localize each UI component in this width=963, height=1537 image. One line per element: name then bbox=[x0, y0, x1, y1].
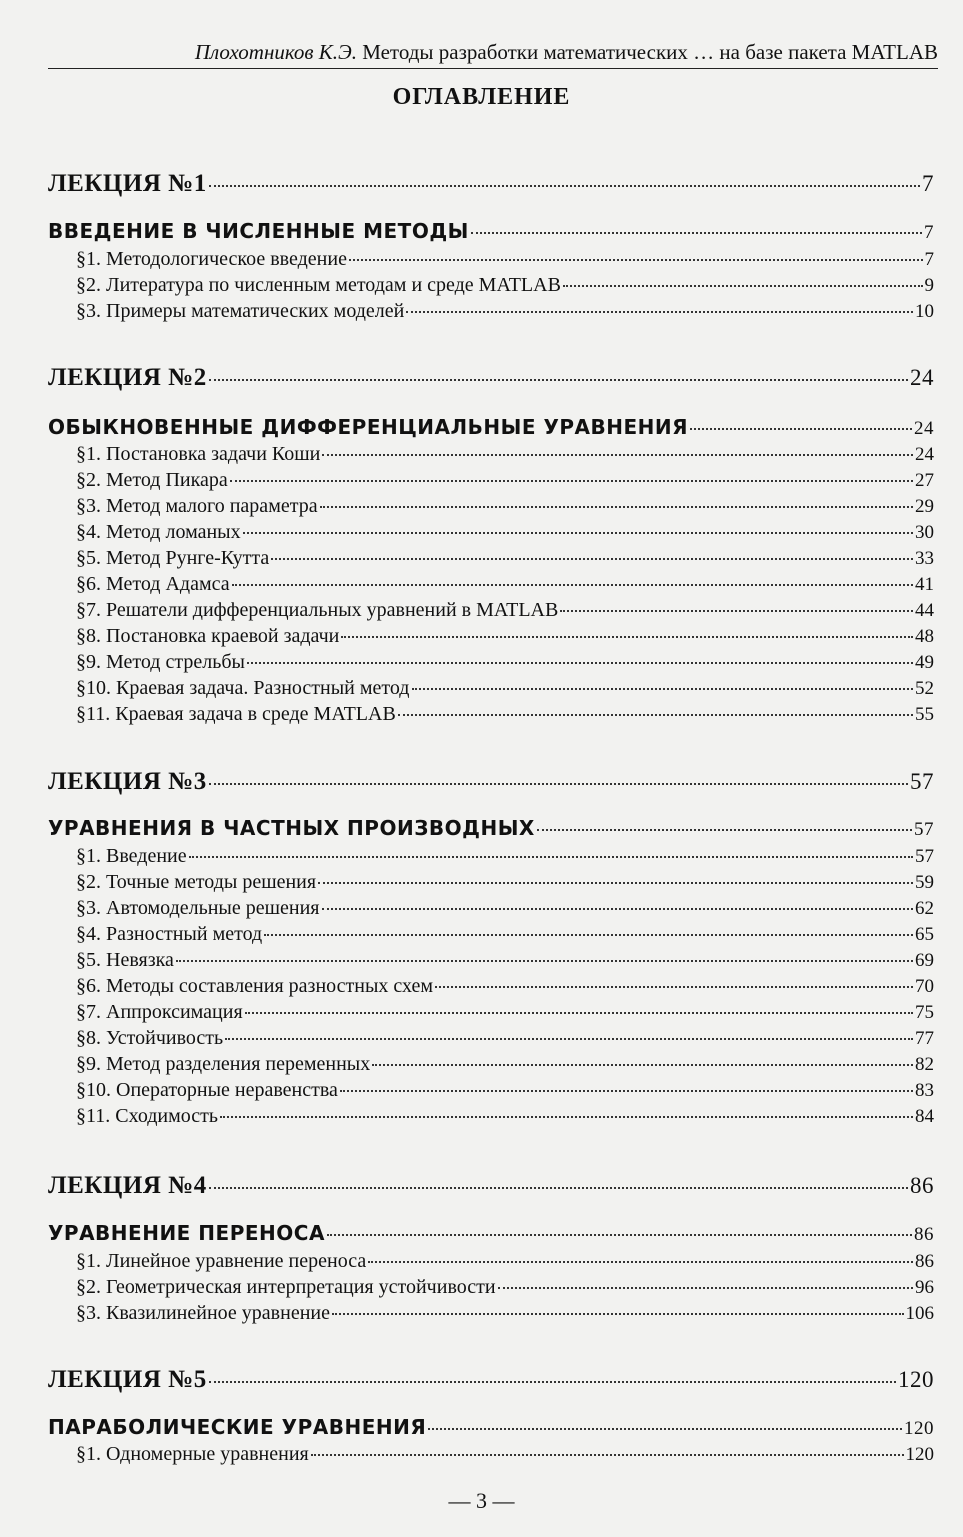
dot-leader bbox=[247, 642, 913, 664]
toc-entry-label: §7. Аппроксимация bbox=[76, 1001, 243, 1023]
dot-leader bbox=[209, 758, 908, 785]
header-author: Плохотников К.Э. bbox=[194, 40, 357, 64]
toc-entry-page: 49 bbox=[915, 652, 934, 673]
dot-leader bbox=[243, 512, 913, 534]
toc-entry-page: 24 bbox=[914, 418, 934, 439]
toc-entry-page: 24 bbox=[910, 365, 934, 390]
toc-entry-page: 41 bbox=[915, 574, 934, 595]
dot-leader bbox=[245, 992, 913, 1014]
toc-entry-label: §2. Литература по численным методам и среде MATLAB bbox=[76, 274, 561, 296]
toc-entry-page: 83 bbox=[915, 1080, 934, 1101]
running-header bbox=[48, 40, 938, 69]
toc-entry-page: 10 bbox=[915, 301, 934, 322]
toc-entry-page: 75 bbox=[915, 1002, 934, 1023]
toc-entry-label: §1. Постановка задачи Коши bbox=[76, 443, 321, 465]
toc-entry-page: 57 bbox=[910, 769, 934, 794]
dot-leader bbox=[225, 1018, 913, 1040]
toc-entry-label: ЛЕКЦИЯ №3 bbox=[48, 768, 207, 795]
toc-entry-label: ОБЫКНОВЕННЫЕ ДИФФЕРЕНЦИАЛЬНЫЕ УРАВНЕНИЯ bbox=[48, 415, 689, 439]
toc-entry-page: 57 bbox=[915, 846, 934, 867]
toc-entry-label: ЛЕКЦИЯ №1 bbox=[48, 170, 207, 197]
toc-entry-label: ПАРАБОЛИЧЕСКИЕ УРАВНЕНИЯ bbox=[48, 1415, 427, 1439]
toc-entry-page: 29 bbox=[915, 496, 934, 517]
toc-entry-page: 69 bbox=[915, 950, 934, 971]
toc-entry-label: §3. Метод малого параметра bbox=[76, 495, 318, 517]
toc-entry-label: ЛЕКЦИЯ №4 bbox=[48, 1172, 207, 1199]
toc-entry-label: §3. Квазилинейное уравнение bbox=[76, 1302, 330, 1324]
toc-section-row bbox=[48, 698, 934, 726]
toc-section-row bbox=[48, 1100, 934, 1128]
dot-leader bbox=[318, 862, 913, 884]
toc-entry-page: 7 bbox=[924, 222, 934, 243]
dot-leader bbox=[341, 616, 913, 638]
page-title: ОГЛАВЛЕНИЕ bbox=[392, 84, 571, 110]
toc-entry-label: §10. Операторные неравенства bbox=[76, 1079, 338, 1101]
dot-leader bbox=[327, 1214, 912, 1236]
toc-entry-label: §2. Точные методы решения bbox=[76, 871, 317, 893]
toc-section-row bbox=[48, 1438, 934, 1466]
toc-entry-label: §11. Краевая задача в среде MATLAB bbox=[76, 703, 396, 725]
dot-leader bbox=[320, 486, 913, 508]
dot-leader bbox=[209, 354, 908, 381]
dot-leader bbox=[332, 1293, 904, 1315]
dot-leader bbox=[271, 538, 913, 560]
toc-entry-label: §1. Методологическое введение bbox=[76, 248, 347, 270]
toc-lecture-row bbox=[48, 1166, 934, 1200]
toc-entry-page: 84 bbox=[915, 1106, 934, 1127]
toc-entry-label: §8. Устойчивость bbox=[76, 1027, 224, 1049]
toc-entry-page: 86 bbox=[915, 1251, 934, 1272]
toc-entry-page: 82 bbox=[915, 1054, 934, 1075]
toc-section-row bbox=[48, 1297, 934, 1325]
dot-leader bbox=[232, 564, 913, 586]
toc-entry-label: §6. Метод Адамса bbox=[76, 573, 230, 595]
toc-entry-page: 7 bbox=[924, 249, 934, 270]
toc-entry-label: §4. Разностный метод bbox=[76, 923, 263, 945]
dot-leader bbox=[322, 434, 913, 456]
dot-leader bbox=[498, 1267, 913, 1289]
toc-entry-label: §5. Невязка bbox=[76, 949, 174, 971]
toc-entry-label: §11. Сходимость bbox=[76, 1105, 219, 1127]
dot-leader bbox=[322, 888, 914, 910]
toc-entry-page: 44 bbox=[915, 600, 934, 621]
header-title: Методы разработки математических … на базе пакета MATLAB bbox=[362, 40, 938, 64]
toc-entry-label: §3. Автомодельные решения bbox=[76, 897, 320, 919]
dot-leader bbox=[435, 966, 913, 988]
dot-leader bbox=[412, 668, 914, 690]
dot-leader bbox=[560, 590, 913, 612]
dot-leader bbox=[372, 1044, 913, 1066]
dot-leader bbox=[340, 1070, 913, 1092]
dot-leader bbox=[690, 408, 912, 430]
toc-entry-label: §9. Метод разделения переменных bbox=[76, 1053, 371, 1075]
toc-entry-page: 27 bbox=[915, 470, 934, 491]
toc-entry-label: §1. Линейное уравнение переноса bbox=[76, 1250, 367, 1272]
toc-entry-page: 30 bbox=[915, 522, 934, 543]
toc-entry-page: 55 bbox=[915, 704, 934, 725]
toc-entry-page: 120 bbox=[898, 1367, 934, 1392]
dot-leader bbox=[349, 239, 923, 261]
toc-entry-label: §10. Краевая задача. Разностный метод bbox=[76, 677, 410, 699]
toc-entry-page: 86 bbox=[914, 1224, 934, 1245]
toc-entry-page: 33 bbox=[915, 548, 934, 569]
dot-leader bbox=[209, 160, 920, 187]
toc-entry-label: §3. Примеры математических моделей bbox=[76, 300, 405, 322]
toc-entry-label: §7. Решатели дифференциальных уравнений в MATLAB bbox=[76, 599, 559, 621]
toc-entry-label: ВВЕДЕНИЕ В ЧИСЛЕННЫЕ МЕТОДЫ bbox=[48, 219, 469, 243]
toc-entry-page: 9 bbox=[924, 275, 934, 296]
toc-entry-label: §1. Введение bbox=[76, 845, 187, 867]
toc-entry-label: §2. Геометрическая интерпретация устойчивости bbox=[76, 1276, 496, 1298]
toc-lecture-row bbox=[48, 1360, 934, 1394]
dot-leader bbox=[209, 1356, 896, 1383]
toc-entry-page: 65 bbox=[915, 924, 934, 945]
toc-entry-page: 24 bbox=[915, 444, 934, 465]
dot-leader bbox=[189, 836, 913, 858]
toc-entry-label: ЛЕКЦИЯ №2 bbox=[48, 364, 207, 391]
toc-entry-label: §8. Постановка краевой задачи bbox=[76, 625, 340, 647]
dot-leader bbox=[398, 694, 913, 716]
dot-leader bbox=[563, 265, 923, 287]
toc-lecture-row bbox=[48, 762, 934, 796]
toc-entry-page: 59 bbox=[915, 872, 934, 893]
toc-entry-page: 62 bbox=[915, 898, 934, 919]
toc-entry-label: §4. Метод ломаных bbox=[76, 521, 241, 543]
dot-leader bbox=[537, 809, 912, 831]
toc-entry-label: §2. Метод Пикара bbox=[76, 469, 228, 491]
toc-section-row bbox=[48, 295, 934, 323]
toc-entry-page: 77 bbox=[915, 1028, 934, 1049]
toc-entry-page: 7 bbox=[922, 171, 934, 196]
toc-entry-page: 120 bbox=[905, 1444, 934, 1465]
toc-entry-label: §9. Метод стрельбы bbox=[76, 651, 245, 673]
toc-entry-page: 48 bbox=[915, 626, 934, 647]
toc-entry-page: 52 bbox=[915, 678, 934, 699]
dot-leader bbox=[368, 1241, 913, 1263]
dot-leader bbox=[406, 291, 913, 313]
dot-leader bbox=[471, 212, 922, 234]
dot-leader bbox=[264, 914, 913, 936]
toc-entry-label: §1. Одномерные уравнения bbox=[76, 1443, 309, 1465]
toc-entry-label: §5. Метод Рунге-Кутта bbox=[76, 547, 270, 569]
dot-leader bbox=[230, 460, 913, 482]
toc-entry-label: §6. Методы составления разностных схем bbox=[76, 975, 434, 997]
toc-entry-page: 86 bbox=[910, 1173, 934, 1198]
dot-leader bbox=[220, 1096, 913, 1118]
toc-entry-page: 96 bbox=[915, 1277, 934, 1298]
toc-entry-page: 70 bbox=[915, 976, 934, 997]
toc-entry-page: 106 bbox=[905, 1303, 934, 1324]
toc-lecture-row bbox=[48, 358, 934, 392]
toc-entry-page: 57 bbox=[914, 819, 934, 840]
toc-entry-page: 120 bbox=[904, 1418, 934, 1439]
dot-leader bbox=[209, 1162, 908, 1189]
dot-leader bbox=[176, 940, 913, 962]
toc-lecture-row bbox=[48, 164, 934, 198]
dot-leader bbox=[311, 1434, 904, 1456]
toc-entry-label: УРАВНЕНИЯ В ЧАСТНЫХ ПРОИЗВОДНЫХ bbox=[48, 816, 535, 840]
toc-entry-label: ЛЕКЦИЯ №5 bbox=[48, 1366, 207, 1393]
toc-entry-label: УРАВНЕНИЕ ПЕРЕНОСА bbox=[48, 1221, 325, 1245]
page-number: — 3 — bbox=[448, 1488, 515, 1513]
dot-leader bbox=[428, 1408, 902, 1430]
